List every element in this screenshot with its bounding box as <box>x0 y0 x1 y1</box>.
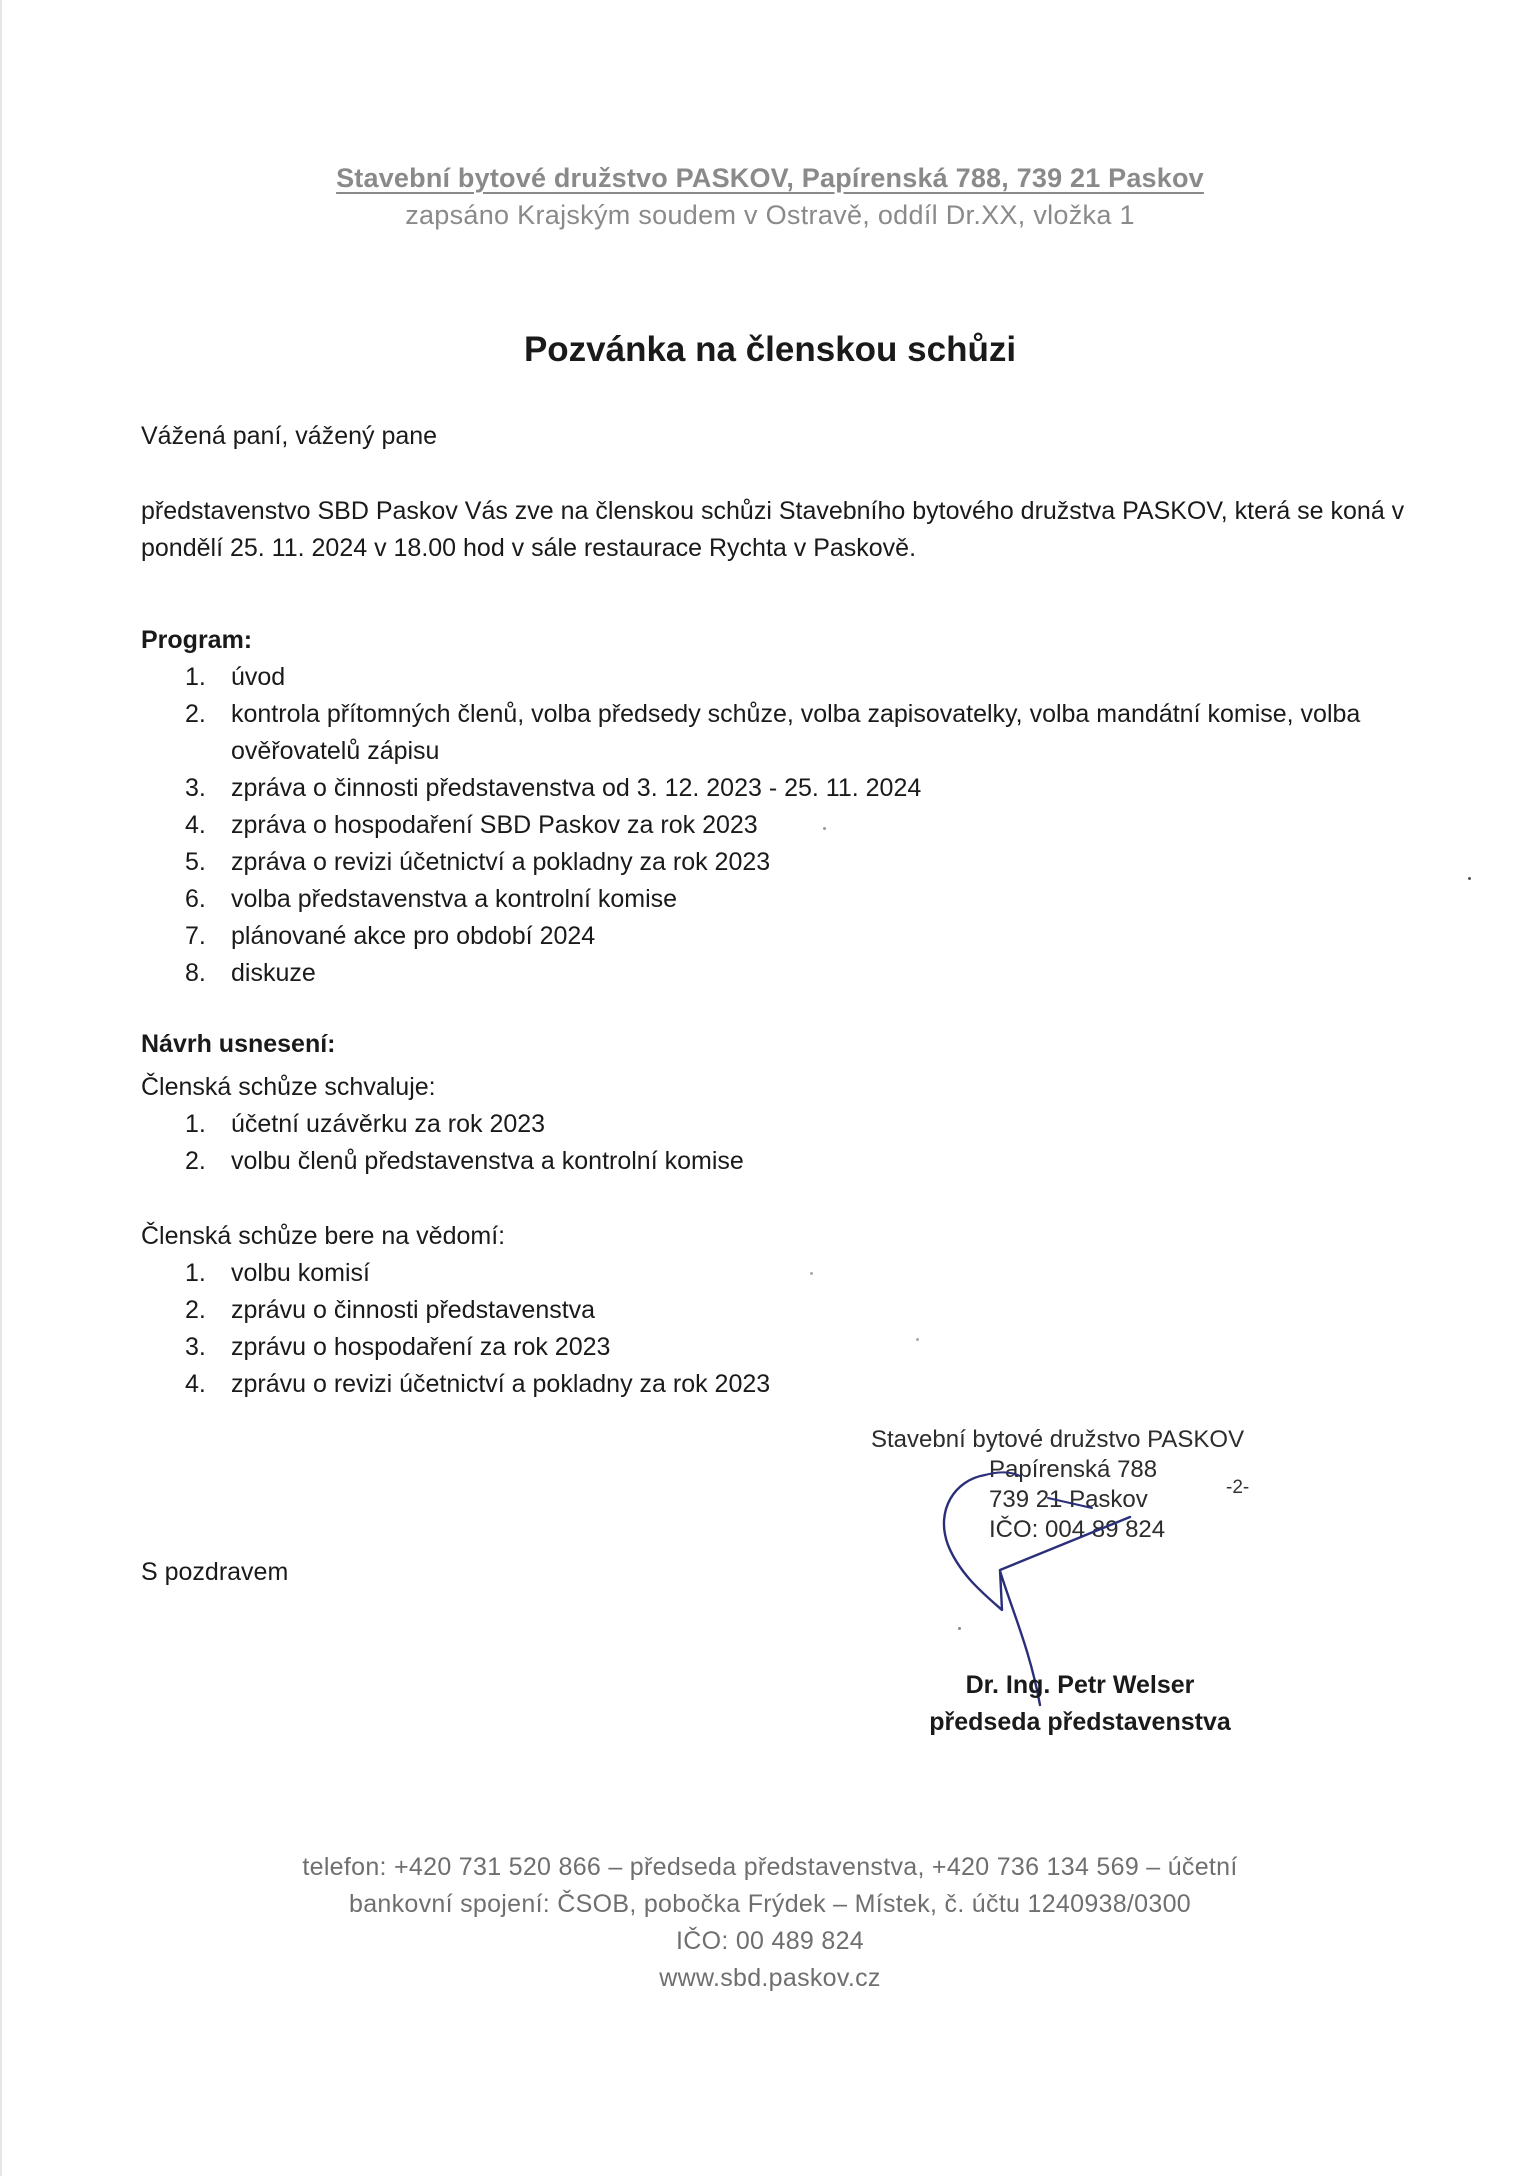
list-item: 1. úvod <box>185 663 286 691</box>
program-heading: Program: <box>141 626 253 654</box>
list-item: 1. účetní uzávěrku za rok 2023 <box>185 1110 546 1138</box>
approves-label: Členská schůze schvaluje: <box>141 1073 436 1101</box>
document-title: Pozvánka na členskou schůzi <box>523 330 1017 369</box>
salutation: Vážená paní, vážený pane <box>141 422 438 450</box>
list-item: 4. zprávu o revizi účetnictví a pokladny za rok 2023 <box>185 1370 771 1398</box>
letterhead <box>0 163 1540 231</box>
footer-phone: telefon: +420 731 520 866 – předseda představenstva, +420 736 134 569 – účetní <box>302 1853 1238 1881</box>
stamp-city: 739 21 Paskov <box>989 1486 1148 1513</box>
footer-bank: bankovní spojení: ČSOB, pobočka Frýdek – Místek, č. účtu 1240938/0300 <box>348 1890 1191 1918</box>
list-item: 3. zpráva o činnosti představenstva od 3. 12. 2023 - 25. 11. 2024 <box>185 774 922 802</box>
scan-speck <box>810 1272 813 1275</box>
list-item: 3. zprávu o hospodaření za rok 2023 <box>185 1333 611 1361</box>
letterhead-title: Stavební bytové družstvo PASKOV, Papírenská 788, 739 21 Paskov <box>336 163 1204 193</box>
list-item: 7. plánované akce pro období 2024 <box>185 922 596 950</box>
footer-web-link[interactable]: www.sbd.paskov.cz <box>659 1964 881 1992</box>
signatory-name: Dr. Ing. Petr Welser <box>965 1671 1195 1699</box>
scan-speck <box>958 1627 961 1630</box>
scan-speck <box>823 827 826 830</box>
list-item: 5. zpráva o revizi účetnictví a pokladny za rok 2023 <box>185 848 771 876</box>
approves-list <box>141 1106 1441 1180</box>
intro-paragraph: představenstvo SBD Paskov Vás zve na členskou schůzi Stavebního bytového družstva PASKOV, která se koná v pondělí 25. 11. 2024 v 18.00 hod v sále restaurace Rychta v Paskově. <box>141 497 1405 562</box>
notes-label: Členská schůze bere na vědomí: <box>141 1222 506 1250</box>
resolution-heading: Návrh usnesení: <box>141 1030 336 1058</box>
list-item: 8. diskuze <box>185 959 316 987</box>
signatory-role: předseda představenstva <box>929 1708 1231 1736</box>
stamp-ico: IČO: 004 89 824 <box>989 1516 1166 1543</box>
stamp-street: Papírenská 788 <box>989 1456 1158 1483</box>
page-number: -2- <box>1226 1477 1250 1498</box>
list-item: 2. kontrola přítomných členů, volba předsedy schůze, volba zapisovatelky, volba mandátní komise, volba ověřovatelů zápisu <box>185 700 1361 765</box>
company-stamp <box>871 1425 1244 1545</box>
footer-contact <box>0 1849 1540 1997</box>
closing-greeting: S pozdravem <box>141 1558 289 1586</box>
footer-ico: IČO: 00 489 824 <box>676 1927 864 1955</box>
list-item: 2. volbu členů představenstva a kontrolní komise <box>185 1147 744 1175</box>
notes-list <box>141 1255 1441 1403</box>
list-item: 1. volbu komisí <box>185 1259 370 1287</box>
program-list <box>141 659 1441 992</box>
scan-speck <box>916 1338 919 1341</box>
signatory <box>880 1667 1280 1741</box>
stamp-company: Stavební bytové družstvo PASKOV <box>871 1426 1245 1453</box>
list-item: 4. zpráva o hospodaření SBD Paskov za rok 2023 <box>185 811 758 839</box>
letterhead-registration: zapsáno Krajským soudem v Ostravě, oddíl Dr.XX, vložka 1 <box>405 200 1135 230</box>
list-item: 6. volba představenstva a kontrolní komise <box>185 885 678 913</box>
list-item: 2. zprávu o činnosti představenstva <box>185 1296 596 1324</box>
scan-speck <box>1468 877 1471 880</box>
